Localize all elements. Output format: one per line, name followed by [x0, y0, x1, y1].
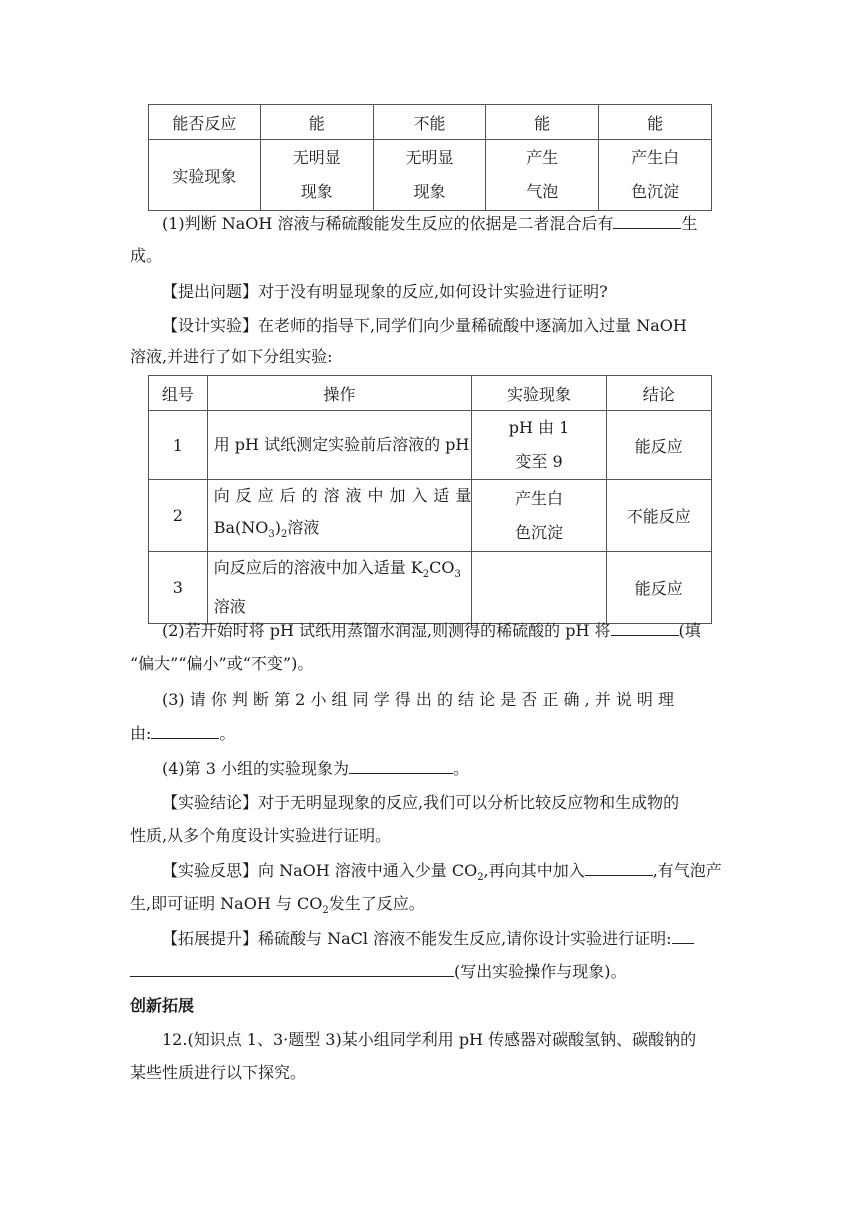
answer-blank[interactable] — [349, 753, 453, 774]
cell-line — [214, 512, 472, 551]
question-text: 由: — [130, 724, 152, 743]
answer-blank[interactable] — [611, 615, 679, 636]
table-cell — [472, 411, 606, 480]
table-cell: 不能反应 — [606, 480, 711, 552]
table-cell: 能 — [486, 105, 599, 140]
cell-line: 气泡 — [526, 182, 559, 201]
question-text: 。 — [453, 759, 470, 778]
table-header: 组号 — [149, 376, 208, 411]
table-cell: 能 — [599, 105, 712, 140]
question-text: 向 NaOH 溶液中通入少量 CO — [258, 861, 478, 880]
question-text: “偏大”“偏小”或“不变”)。 — [130, 654, 314, 673]
extension-task-cont — [130, 956, 730, 988]
question-3-cont — [130, 718, 730, 750]
question-text: ,有气泡产 — [652, 861, 722, 880]
question-text: 。 — [219, 724, 236, 743]
table-cell: 实验现象 — [149, 140, 261, 211]
subscript: 3 — [268, 529, 275, 541]
experiment-reflection-cont — [130, 888, 730, 927]
formula-text: ) — [274, 518, 281, 537]
formula-text: CO — [429, 558, 455, 578]
table-cell: 2 — [149, 480, 208, 552]
question-text: 某些性质进行以下探究。 — [130, 1063, 307, 1082]
question-2-cont — [130, 648, 730, 680]
question-1 — [130, 208, 730, 240]
question-text: (填 — [678, 621, 701, 640]
formula-text: Ba(NO — [213, 518, 269, 537]
question-text: 稀硫酸与 NaCl 溶液不能发生反应,请你设计实验进行证明: — [258, 929, 672, 948]
answer-blank[interactable] — [613, 208, 681, 229]
table-row — [149, 552, 712, 624]
extension-task — [130, 923, 730, 955]
table-cell — [486, 140, 599, 211]
table-row — [149, 480, 712, 552]
question-text: 对于无明显现象的反应,我们可以分析比较反应物和生成物的 — [258, 793, 680, 812]
table-cell: 能 — [260, 105, 373, 140]
question-12-cont — [130, 1057, 730, 1089]
answer-blank[interactable] — [151, 718, 219, 739]
table-cell: 能反应 — [606, 552, 711, 624]
section-tag: 【提出问题】 — [162, 282, 259, 301]
section-tag: 【实验结论】 — [162, 793, 259, 812]
question-text: 成。 — [130, 246, 163, 265]
table-cell — [599, 140, 712, 211]
cell-line: pH 由 1 — [508, 418, 570, 437]
subscript: 3 — [454, 569, 461, 581]
section-tag: 【拓展提升】 — [162, 929, 259, 948]
table-cell: 3 — [149, 552, 208, 624]
cell-line: 产生白 — [514, 488, 563, 508]
question-4 — [130, 753, 730, 785]
cell-line — [214, 552, 472, 591]
formula-text: 向反应后的溶液中加入适量 K — [213, 558, 423, 578]
table-cell — [207, 411, 472, 480]
reaction-table — [148, 104, 712, 211]
answer-cell[interactable] — [472, 552, 606, 624]
question-text: 发生了反应。 — [328, 894, 425, 913]
question-text: 12.(知识点 1、3·题型 3)某小组同学利用 pH 传感器对碳酸氢钠、碳酸钠的 — [162, 1030, 697, 1049]
answer-blank[interactable] — [130, 956, 454, 977]
table-cell — [207, 480, 472, 552]
table-row — [149, 411, 712, 480]
subscript: 2 — [477, 872, 484, 884]
cell-line: 产生白 — [631, 148, 680, 167]
table-cell: 能否反应 — [149, 105, 261, 140]
question-text: 性质,从多个角度设计实验进行证明。 — [130, 826, 392, 845]
experiment-conclusion-cont — [130, 820, 730, 852]
table-cell — [373, 140, 486, 211]
question-text: (3) 请 你 判 断 第 2 小 组 同 学 得 出 的 结 论 是 否 正 确 , 并 说 明 理 — [162, 690, 674, 709]
cell-line: 色沉淀 — [631, 182, 680, 201]
table-header: 实验现象 — [472, 376, 606, 411]
question-text: 生 — [681, 214, 698, 233]
experiment-conclusion — [130, 787, 730, 819]
table-header: 操作 — [207, 376, 472, 411]
question-text: 对于没有明显现象的反应,如何设计实验进行证明? — [258, 282, 608, 301]
question-3 — [130, 684, 730, 716]
subscript: 2 — [280, 529, 288, 541]
question-12 — [130, 1024, 730, 1056]
table-cell: 能反应 — [606, 411, 711, 480]
question-text: 溶液,并进行了如下分组实验: — [130, 347, 333, 366]
cell-line: 变至 9 — [515, 452, 563, 471]
question-text: 在老师的指导下,同学们向少量稀硫酸中逐滴加入过量 NaOH — [258, 316, 687, 335]
section-tag: 【实验反思】 — [162, 861, 259, 880]
table-header-row — [149, 376, 712, 411]
answer-blank[interactable] — [672, 923, 694, 944]
section-tag: 【设计实验】 — [162, 316, 259, 335]
cell-line: 用 pH 试纸测定实验前后溶液的 pH — [213, 435, 470, 454]
cell-line: 无明显 — [405, 148, 454, 167]
cell-line: 无明显 — [292, 148, 341, 167]
table-cell: 不能 — [373, 105, 486, 140]
cell-line: 现象 — [413, 182, 446, 201]
cell-line: 色沉淀 — [514, 522, 563, 542]
cell-line: 溶液 — [213, 597, 246, 617]
answer-blank[interactable] — [585, 855, 653, 876]
design-experiment-cont — [130, 341, 730, 373]
question-text: (1)判断 NaOH 溶液与稀硫酸能发生反应的依据是二者混合后有 — [162, 214, 614, 233]
cell-line: 向反应后的溶液中加入适量 — [213, 486, 472, 505]
subscript: 2 — [322, 905, 329, 917]
section-heading: 创新拓展 — [130, 996, 195, 1015]
question-text: (2)若开始时将 pH 试纸用蒸馏水润湿,则测得的稀硫酸的 pH 将 — [162, 621, 611, 640]
cell-line: 产生 — [526, 148, 559, 167]
question-1-cont — [130, 240, 730, 272]
subscript: 2 — [422, 569, 430, 581]
cell-line: 现象 — [300, 182, 333, 201]
experiment-table — [148, 375, 712, 624]
table-row — [149, 105, 712, 140]
table-cell: 1 — [149, 411, 208, 480]
formula-text: 溶液 — [287, 518, 320, 537]
pose-question — [130, 276, 730, 308]
design-experiment — [130, 310, 730, 342]
table-cell — [472, 480, 606, 552]
question-2 — [130, 615, 730, 647]
question-text: (4)第 3 小组的实验现象为 — [162, 759, 350, 778]
question-text: (写出实验操作与现象)。 — [454, 962, 627, 981]
table-cell — [207, 552, 472, 624]
table-cell — [260, 140, 373, 211]
question-text: ,再向其中加入 — [483, 861, 585, 880]
question-text: 生,即可证明 NaOH 与 CO — [130, 894, 323, 913]
table-header: 结论 — [606, 376, 711, 411]
table-row — [149, 140, 712, 211]
